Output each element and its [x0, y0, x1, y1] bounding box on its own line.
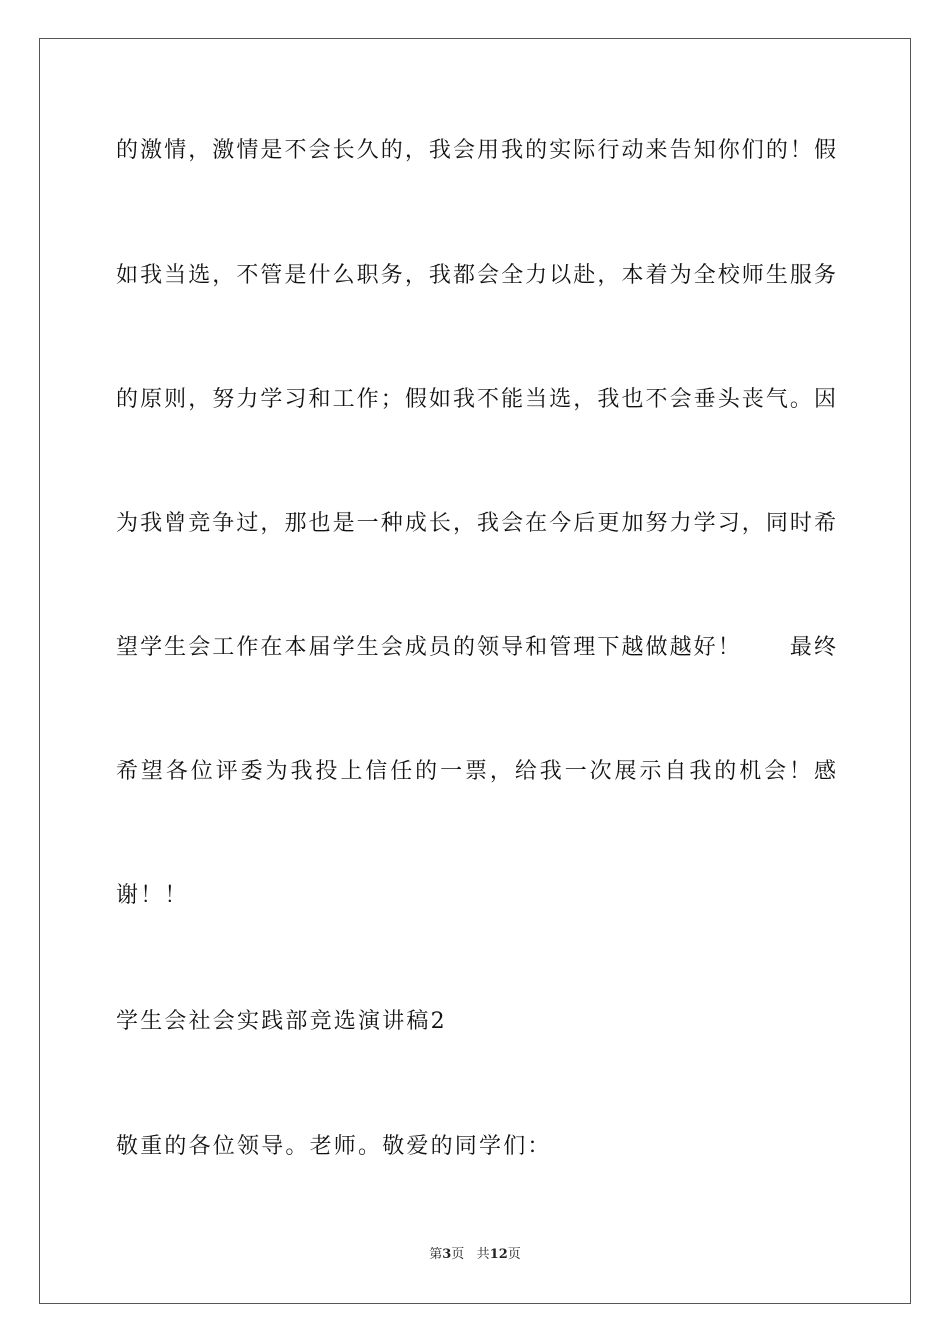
- page-frame: [39, 38, 911, 1304]
- body-line-3: 的原则，努力学习和工作；假如我不能当选，我也不会垂头丧气。因: [116, 387, 836, 412]
- footer-page-number: 3: [442, 1247, 452, 1262]
- page-footer: [0, 1246, 950, 1264]
- salutation: 敬重的各位领导。老师。敬爱的同学们：: [116, 1134, 552, 1159]
- footer-total-prefix: 共: [476, 1247, 490, 1262]
- body-line-2: 如我当选，不管是什么职务，我都会全力以赴，本着为全校师生服务: [116, 263, 836, 288]
- body-line-1: 的激情，激情是不会长久的，我会用我的实际行动来告知你们的！假: [116, 138, 836, 163]
- footer-total-pages: 12: [489, 1247, 508, 1262]
- section-heading: 学生会社会实践部竞选演讲稿2: [116, 1009, 447, 1034]
- body-line-4: 为我曾竞争过，那也是一种成长，我会在今后更加努力学习，同时希: [116, 511, 836, 536]
- body-line-5: 望学生会工作在本届学生会成员的领导和管理下越做越好！ 最终: [116, 635, 836, 660]
- body-line-7: 谢！！: [116, 883, 189, 908]
- body-line-6: 希望各位评委为我投上信任的一票，给我一次展示自我的机会！感: [116, 759, 836, 784]
- footer-total-suffix: 页: [507, 1247, 521, 1262]
- footer-page-prefix: 第: [429, 1247, 443, 1262]
- footer-page-suffix: 页: [451, 1247, 465, 1262]
